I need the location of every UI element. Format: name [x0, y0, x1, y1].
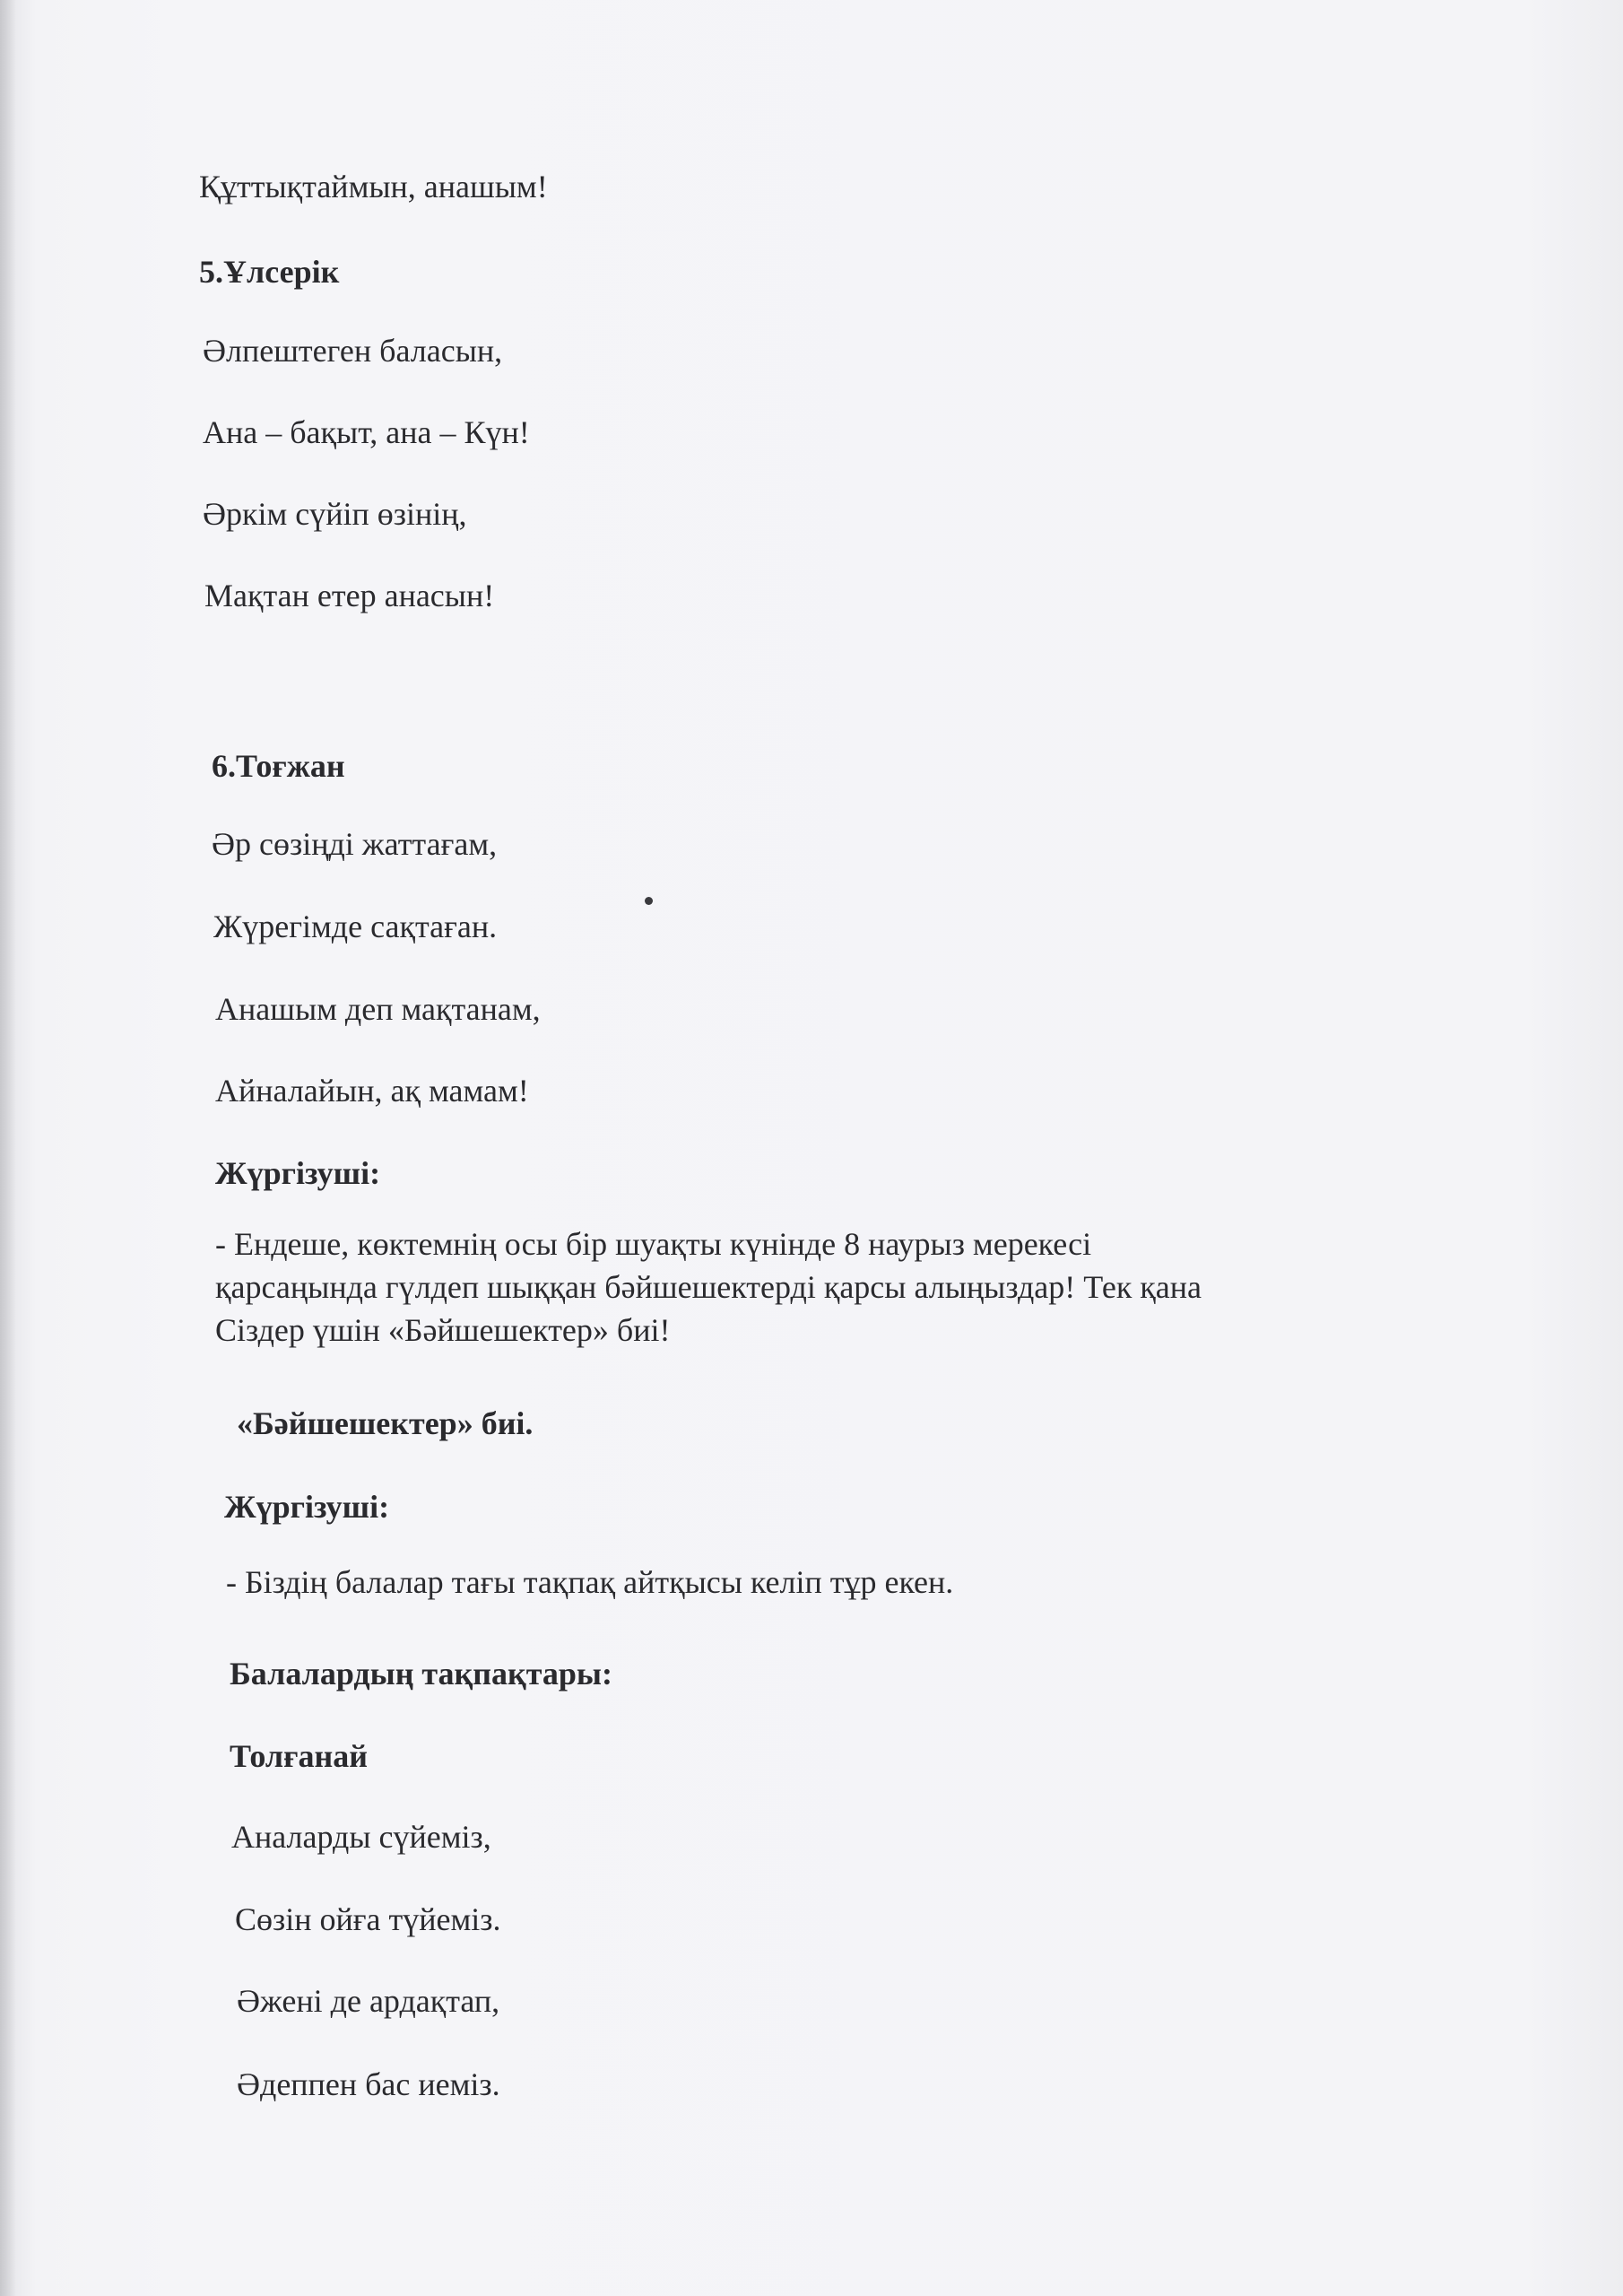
heading-dance: «Бәйшешектер» биі. [237, 1405, 534, 1441]
poem-line: Мақтан етер анасын! [204, 578, 495, 613]
heading-tolganai: Толғанай [230, 1738, 368, 1774]
poem-line: Анашым деп мақтанам, [215, 991, 541, 1027]
poem-line: Жүрегімде сақтаған. [213, 909, 498, 944]
scan-speck [645, 897, 653, 905]
poem-line: Айналайын, ақ мамам! [215, 1073, 529, 1109]
poem-line: Әлпештеген баласын, [203, 333, 503, 369]
poem-line: Әдеппен бас иеміз. [237, 2066, 500, 2102]
scan-edge-shadow [0, 0, 16, 2296]
poem-line: Аналарды сүйеміз, [231, 1819, 491, 1855]
poem-line: Сөзін ойға түйеміз. [235, 1901, 501, 1937]
poem-line: Әжені де ардақтап, [237, 1983, 500, 2019]
heading-togzhan: 6.Тоғжан [212, 748, 345, 784]
heading-presenter-2: Жүргізуші: [224, 1489, 390, 1525]
heading-presenter: Жүргізуші: [215, 1155, 381, 1191]
paragraph-line: Сіздер үшін «Бәйшешектер» биі! [215, 1312, 671, 1348]
line-greeting: Құттықтаймын, анашым! [199, 169, 548, 204]
poem-line: Әр сөзіңді жаттағам, [212, 826, 498, 862]
heading-children-verses: Балалардың тақпақтары: [230, 1656, 613, 1692]
poem-line: Әркім сүйіп өзінің, [203, 496, 467, 532]
heading-ulserik: 5.Ұлсерік [199, 254, 340, 290]
presenter-line: - Біздің балалар тағы тақпақ айтқысы келіп тұр екен. [226, 1564, 954, 1600]
paragraph-line: қарсаңында гүлдеп шыққан бәйшешектерді қарсы алыңыздар! Тек қана [215, 1269, 1202, 1305]
presenter-paragraph [215, 1222, 1471, 1352]
poem-line: Ана – бақыт, ана – Күн! [203, 414, 530, 450]
paragraph-line: - Ендеше, көктемнің осы бір шуақты күнінде 8 наурыз мерекесі [215, 1226, 1092, 1262]
